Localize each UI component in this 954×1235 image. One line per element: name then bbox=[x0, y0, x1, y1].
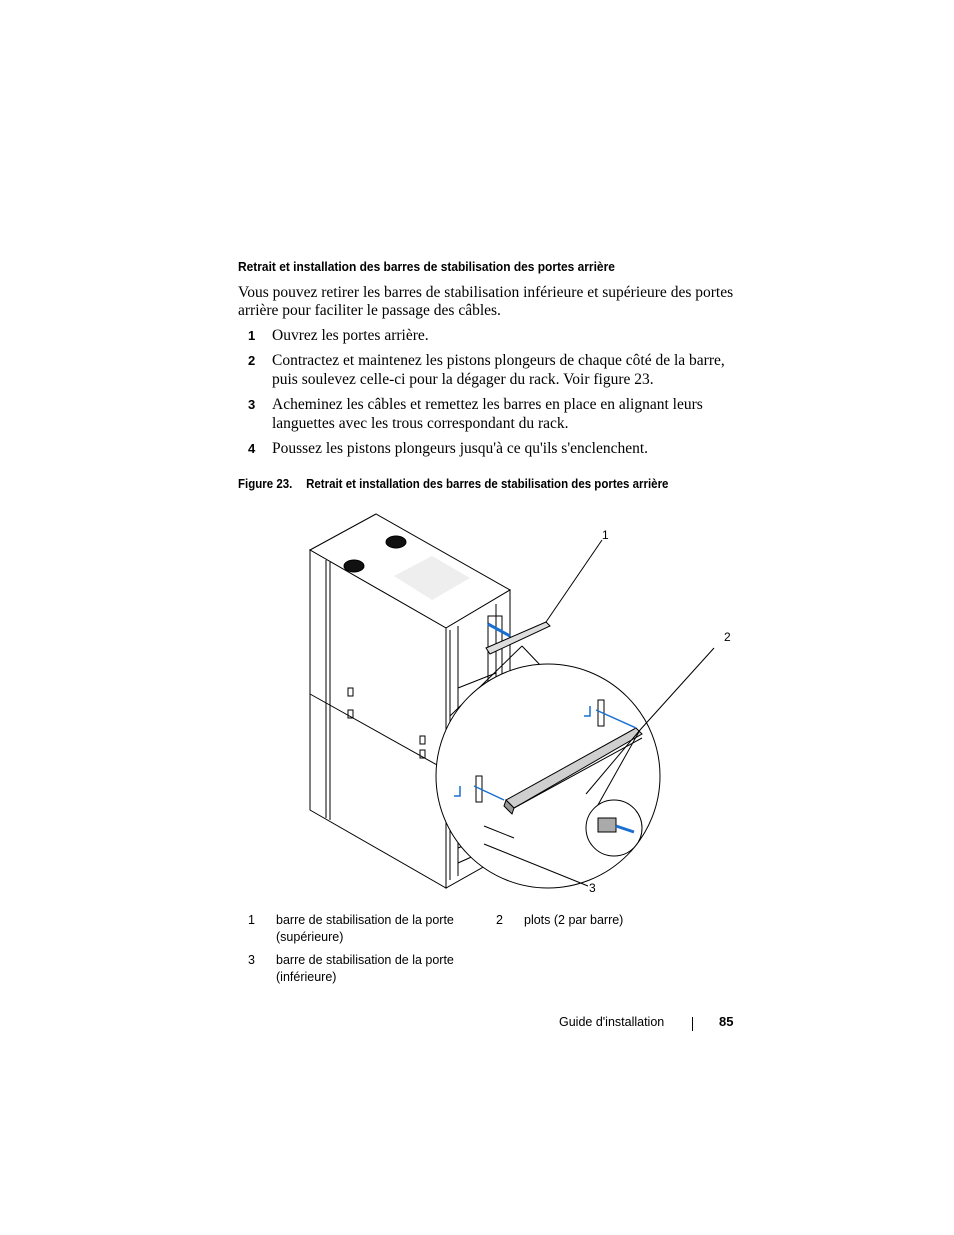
rack-drawing bbox=[300, 508, 750, 900]
legend-number: 1 bbox=[248, 913, 255, 927]
figure-caption-text: Retrait et installation des barres de stabilisation des portes arrière bbox=[306, 477, 669, 491]
footer-separator bbox=[692, 1017, 693, 1031]
section-title: Retrait et installation des barres de stabilisation des portes arrière bbox=[238, 259, 615, 274]
callout-1: 1 bbox=[602, 528, 609, 542]
legend-number: 2 bbox=[496, 913, 503, 927]
step-number: 3 bbox=[248, 397, 256, 412]
step-text: Ouvrez les portes arrière. bbox=[272, 327, 429, 344]
legend-text: barre de stabilisation de la porte (supérieure) bbox=[276, 913, 454, 944]
footer-label: Guide d'installation bbox=[559, 1015, 665, 1029]
figure-label: Figure 23. bbox=[238, 477, 293, 491]
legend-text: barre de stabilisation de la porte (inférieure) bbox=[276, 953, 454, 984]
page-number: 85 bbox=[719, 1014, 734, 1029]
intro-paragraph: Vous pouvez retirer les barres de stabilisation inférieure et supérieure des portes arrière pour faciliter le passage des câbles. bbox=[238, 284, 734, 319]
legend-number: 3 bbox=[248, 953, 255, 967]
callout-2: 2 bbox=[724, 630, 731, 644]
step-text: Poussez les pistons plongeurs jusqu'à ce qu'ils s'enclenchent. bbox=[272, 440, 649, 457]
callout-3: 3 bbox=[589, 881, 596, 895]
step-text: Contractez et maintenez les pistons plongeurs de chaque côté de la barre, puis soulevez celle-ci pour la dégager du rack. Voir figure 23. bbox=[272, 352, 725, 388]
step-number: 4 bbox=[248, 441, 256, 456]
figure-caption bbox=[238, 477, 716, 491]
step-number: 1 bbox=[248, 328, 256, 343]
step-number: 2 bbox=[248, 353, 256, 368]
rack-illustration bbox=[300, 508, 750, 900]
step-text: Acheminez les câbles et remettez les barres en place en alignant leurs languettes avec les trous correspondant du rack. bbox=[272, 396, 703, 432]
legend-text: plots (2 par barre) bbox=[524, 913, 624, 927]
